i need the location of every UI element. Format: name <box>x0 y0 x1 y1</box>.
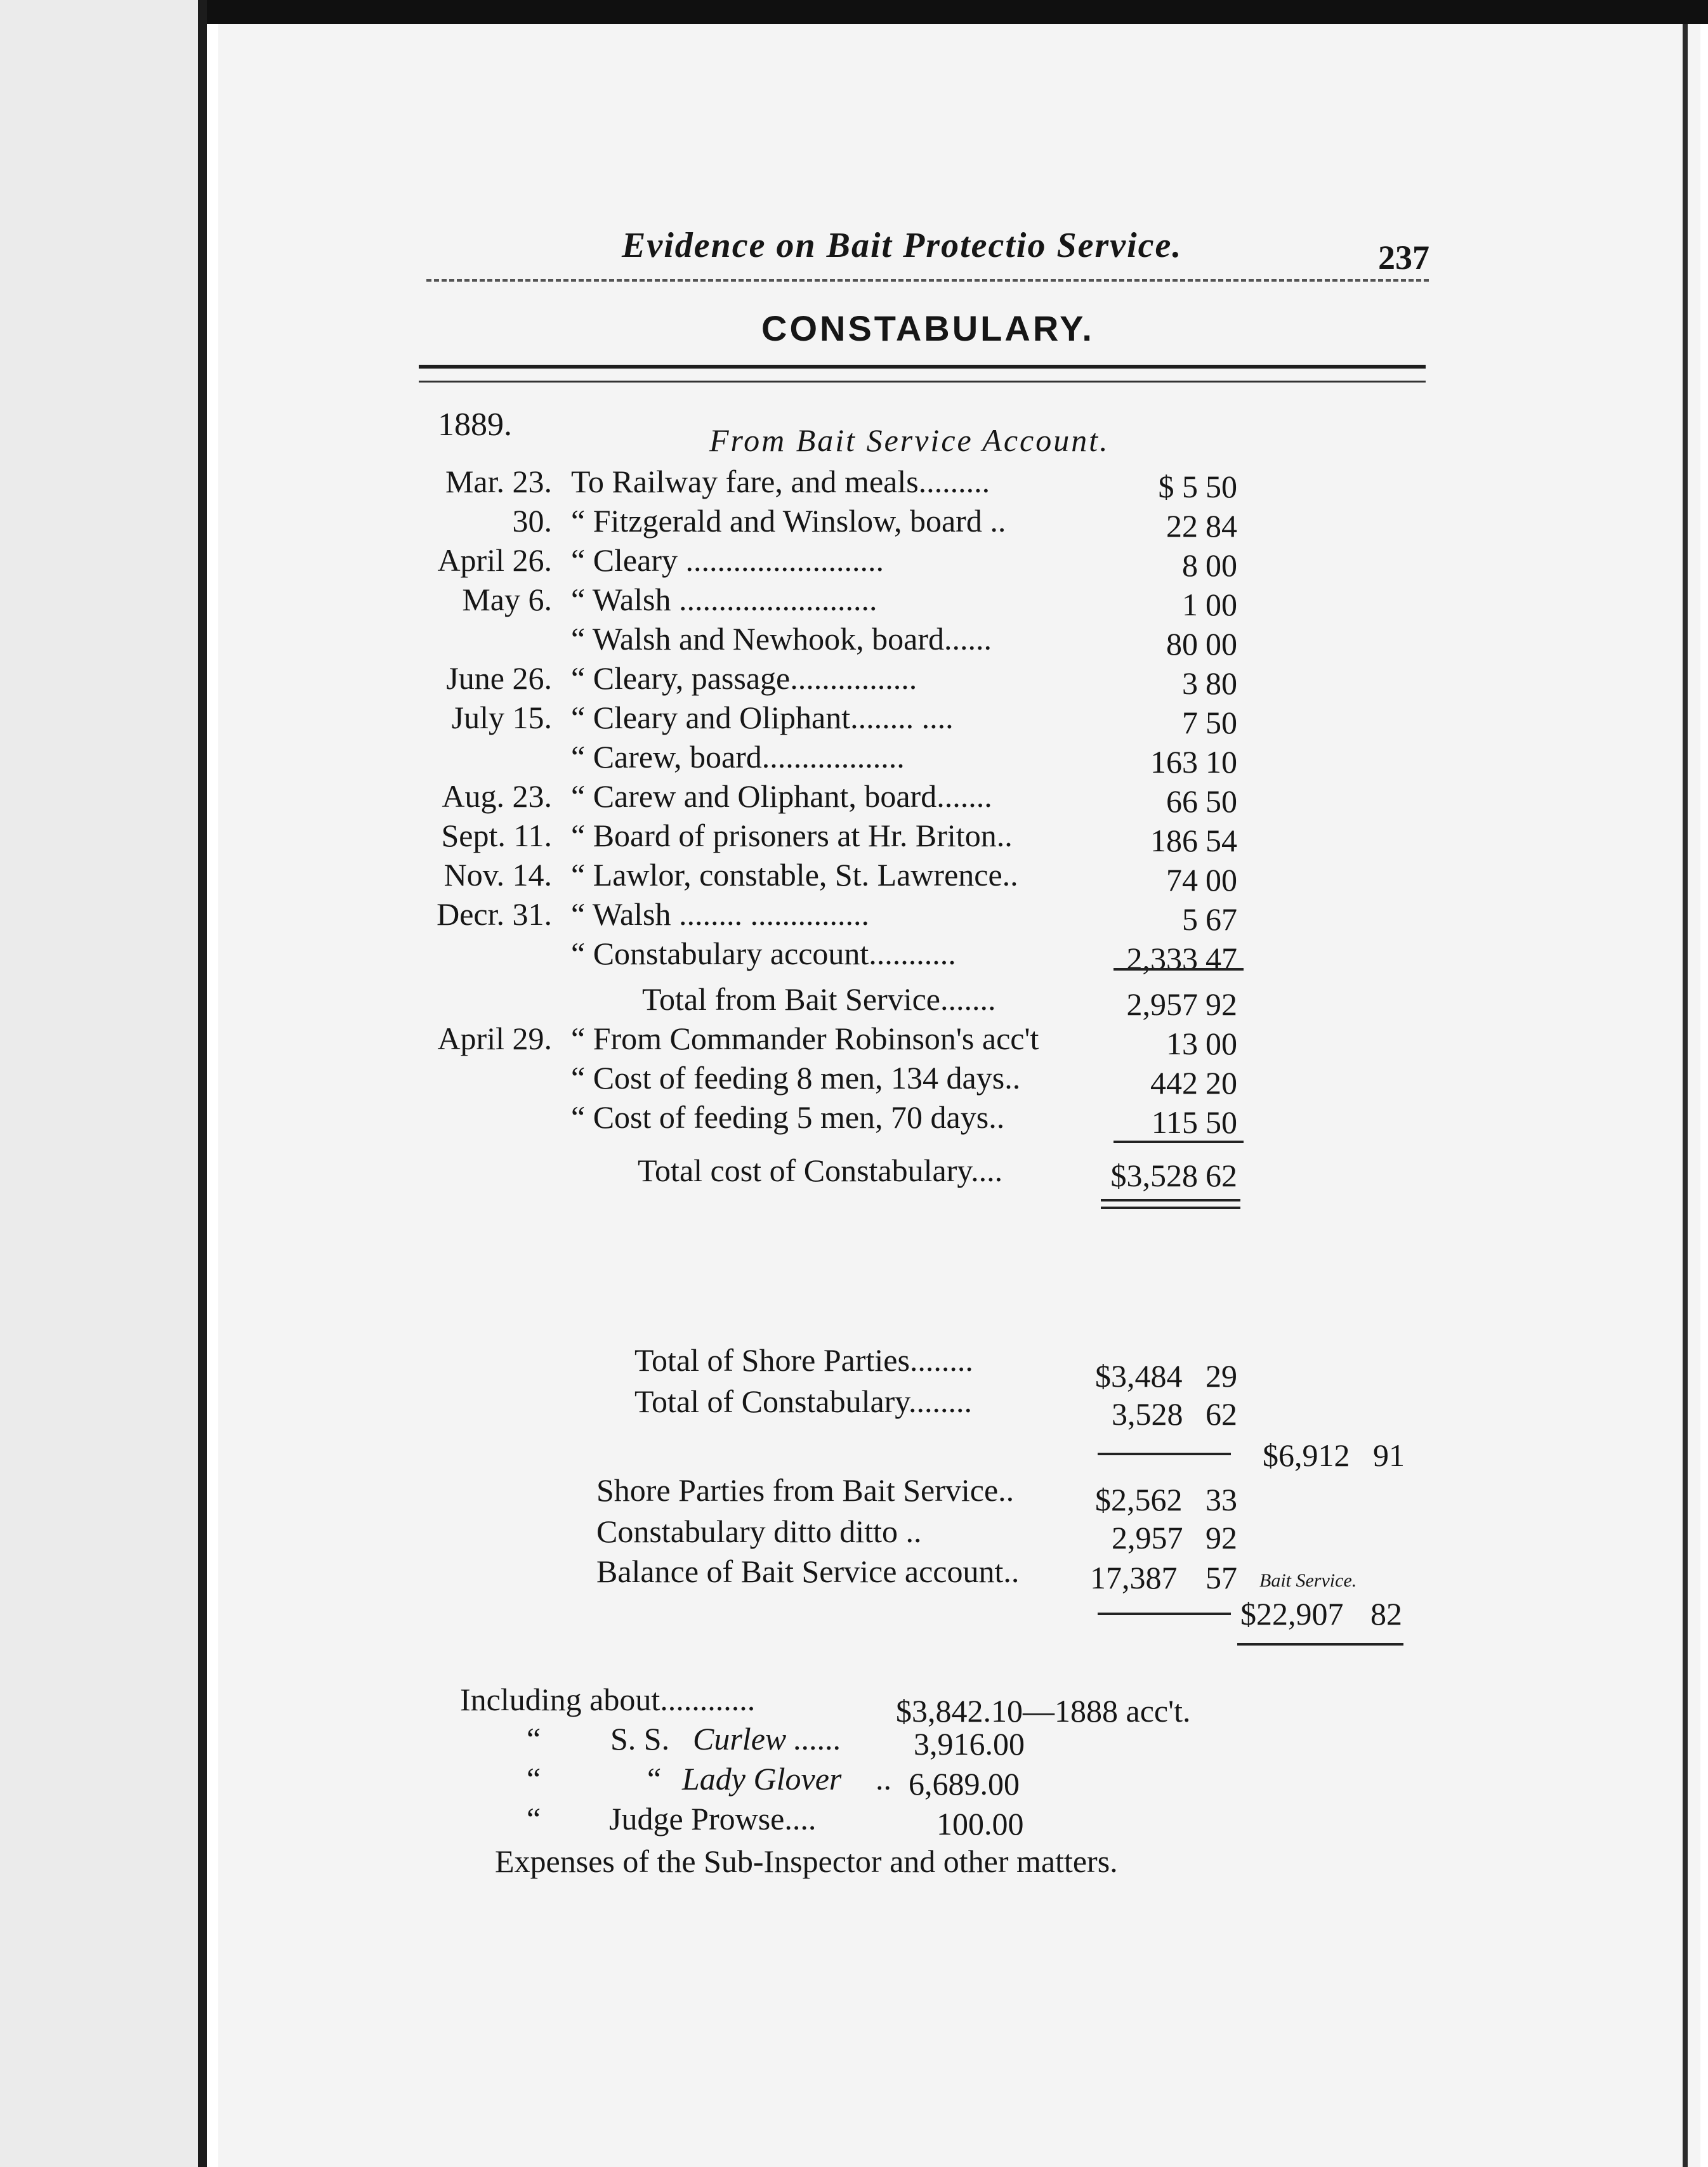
ledger-row <box>0 542 1332 581</box>
ledger-row <box>0 502 1332 542</box>
ledger-row <box>0 463 1332 502</box>
footnote-3-value: 6,689.00 <box>909 1766 1020 1802</box>
bait-constab-desc: Constabulary ditto ditto .. <box>596 1514 922 1549</box>
total-bait-desc: Total from Bait Service....... <box>642 981 996 1017</box>
entry-description: “ Carew and Oliphant, board....... <box>571 778 992 814</box>
ledger-row <box>0 1020 1332 1059</box>
entry-cents: 67 <box>1205 901 1237 937</box>
entry-dollars: 5 <box>1182 901 1198 937</box>
summary-shore-desc: Total of Shore Parties........ <box>634 1342 973 1378</box>
entry-dollars: $ 5 <box>1158 469 1198 504</box>
entry-dollars: 74 <box>1166 862 1198 898</box>
footnote-4-label: Judge Prowse.... <box>609 1801 817 1836</box>
ledger-row <box>0 699 1332 738</box>
bait-balance-dollars: 17,387 <box>1090 1560 1178 1595</box>
summary-constab-desc: Total of Constabulary........ <box>634 1384 973 1419</box>
header-rule <box>426 279 1429 282</box>
entry-cents: 54 <box>1205 823 1237 858</box>
ledger-row <box>0 778 1332 817</box>
entry-date: April 29. <box>437 1021 552 1056</box>
footnote-3-ship: Lady Glover <box>682 1761 842 1797</box>
entry-cents: 47 <box>1205 941 1237 976</box>
entry-description: “ Board of prisoners at Hr. Briton.. <box>571 818 1013 853</box>
entry-cents: 80 <box>1205 665 1237 701</box>
total-cost-rule <box>1113 1141 1244 1143</box>
ledger-row <box>0 1099 1332 1138</box>
bait-total-underline <box>1237 1643 1403 1646</box>
entry-date: Mar. 23. <box>445 464 552 499</box>
entry-cents: 50 <box>1205 783 1237 819</box>
entry-date: July 15. <box>451 700 552 735</box>
entry-cents: 00 <box>1205 547 1237 583</box>
total-bait-cents: 92 <box>1205 986 1237 1022</box>
entry-description: “ Cleary and Oliphant........ .... <box>571 700 954 735</box>
entry-date: Nov. 14. <box>443 857 552 893</box>
entry-dollars: 115 <box>1151 1104 1198 1140</box>
footnote-5-text: Expenses of the Sub-Inspector and other matters. <box>495 1843 1118 1879</box>
footnote-2-mark: “ <box>527 1721 541 1757</box>
entry-cents: 20 <box>1205 1065 1237 1101</box>
footnote-2-value: 3,916.00 <box>914 1726 1025 1762</box>
footnote-1-label: Including about............ <box>460 1682 756 1717</box>
bait-shore-cents: 33 <box>1205 1482 1237 1517</box>
entry-dollars: 22 <box>1166 508 1198 544</box>
total-bait-dollars: 2,957 <box>1126 986 1198 1022</box>
double-underline-top <box>1101 1199 1240 1201</box>
total-cost-cents: 62 <box>1205 1158 1237 1193</box>
entry-description: “ Constabulary account........... <box>571 936 956 971</box>
entry-dollars: 163 <box>1150 744 1198 780</box>
footnote-4-value: 100.00 <box>936 1806 1024 1842</box>
bait-total-dollars: $22,907 <box>1240 1596 1344 1632</box>
entry-dollars: 3 <box>1182 665 1198 701</box>
entry-cents: 10 <box>1205 744 1237 780</box>
grand-total-dollars: $6,912 <box>1263 1437 1350 1473</box>
scan-top-border <box>207 0 1708 24</box>
summary-rule-2 <box>1098 1613 1231 1615</box>
entry-description: “ Walsh ......................... <box>571 582 877 617</box>
bait-constab-dollars: 2,957 <box>1112 1520 1183 1555</box>
entry-date: June 26. <box>446 660 552 696</box>
section-rule-thick <box>419 365 1426 369</box>
footnote-4-mark: “ <box>527 1801 541 1836</box>
entry-description: “ Walsh ........ ............... <box>571 896 870 932</box>
entry-description: “ Carew, board.................. <box>571 739 905 775</box>
entry-description: “ From Commander Robinson's acc't <box>571 1021 1039 1056</box>
bait-constab-cents: 92 <box>1205 1520 1237 1555</box>
summary-constab-cents: 62 <box>1205 1396 1237 1432</box>
entry-dollars: 1 <box>1182 587 1198 622</box>
footnote-3-dots: .. <box>876 1761 891 1797</box>
entry-dollars: 442 <box>1150 1065 1198 1101</box>
entry-description: “ Cleary ......................... <box>571 542 884 578</box>
bait-balance-cents: 57 <box>1205 1560 1237 1595</box>
total-cost-dollars: $3,528 <box>1110 1158 1198 1193</box>
entry-description: “ Cleary, passage................ <box>571 660 917 696</box>
entry-dollars: 7 <box>1182 705 1198 740</box>
footnote-2-ship: Curlew <box>693 1721 787 1757</box>
entry-description: “ Walsh and Newhook, board...... <box>571 621 992 657</box>
entry-description: To Railway fare, and meals......... <box>571 464 990 499</box>
footnote-2-dots: ...... <box>793 1721 841 1757</box>
summary-shore-dollars: $3,484 <box>1095 1358 1183 1394</box>
ledger-row <box>0 896 1332 935</box>
ledger-row <box>0 738 1332 778</box>
entry-description: “ Fitzgerald and Winslow, board .. <box>571 503 1006 539</box>
entry-cents: 50 <box>1205 469 1237 504</box>
page-number: 237 <box>1378 239 1429 277</box>
entry-cents: 00 <box>1205 587 1237 622</box>
entry-cents: 50 <box>1205 705 1237 740</box>
entry-date: April 26. <box>437 542 552 578</box>
ledger-row <box>0 817 1332 856</box>
ledger-row <box>0 620 1332 660</box>
entry-dollars: 8 <box>1182 547 1198 583</box>
bait-total-cents: 82 <box>1370 1596 1402 1632</box>
entry-dollars: 186 <box>1150 823 1198 858</box>
entry-cents: 00 <box>1205 626 1237 662</box>
entry-cents: 00 <box>1205 1026 1237 1061</box>
entry-dollars: 66 <box>1166 783 1198 819</box>
subtotal-rule <box>1113 968 1244 971</box>
entry-date: Sept. 11. <box>441 818 552 853</box>
entry-cents: 50 <box>1205 1104 1237 1140</box>
ledger-row <box>0 581 1332 620</box>
entry-date: Aug. 23. <box>442 778 552 814</box>
ledger-row <box>0 660 1332 699</box>
entry-dollars: 80 <box>1166 626 1198 662</box>
footnote-3-mark: “ <box>527 1761 541 1797</box>
entry-date: May 6. <box>462 582 552 617</box>
summary-constab-dollars: 3,528 <box>1112 1396 1183 1432</box>
summary-shore-cents: 29 <box>1205 1358 1237 1394</box>
double-underline-bottom <box>1101 1207 1240 1209</box>
entry-date: 30. <box>512 503 552 539</box>
entry-cents: 84 <box>1205 508 1237 544</box>
entry-description: “ Lawlor, constable, St. Lawrence.. <box>571 857 1018 893</box>
running-title: Evidence on Bait Protectio Service. <box>622 226 1183 265</box>
section-title: CONSTABULARY. <box>761 308 1094 348</box>
total-cost-desc: Total cost of Constabulary.... <box>638 1153 1003 1188</box>
account-heading: From Bait Service Account. <box>709 422 1110 458</box>
bait-shore-desc: Shore Parties from Bait Service.. <box>596 1472 1015 1508</box>
entry-date: Decr. 31. <box>437 896 552 932</box>
ledger-row <box>0 1059 1332 1099</box>
footnote-2-label: S. S. <box>610 1721 670 1757</box>
ledger-row <box>0 856 1332 896</box>
section-rule-thin <box>419 381 1426 383</box>
bait-balance-desc: Balance of Bait Service account.. <box>596 1554 1020 1589</box>
grand-total-cents: 91 <box>1373 1437 1405 1473</box>
entry-cents: 00 <box>1205 862 1237 898</box>
entry-description: “ Cost of feeding 5 men, 70 days.. <box>571 1099 1005 1135</box>
account-year: 1889. <box>438 407 512 443</box>
footnote-1-value: $3,842.10—1888 acc't. <box>896 1693 1191 1729</box>
footnote-3-mark2: “ <box>647 1761 662 1797</box>
page-right-edge <box>1683 24 1688 2167</box>
bait-service-label: Bait Service. <box>1259 1570 1357 1591</box>
entry-dollars: 2,333 <box>1126 941 1198 976</box>
bait-shore-dollars: $2,562 <box>1095 1482 1183 1517</box>
summary-rule-1 <box>1098 1453 1231 1455</box>
entry-dollars: 13 <box>1166 1026 1198 1061</box>
entry-description: “ Cost of feeding 8 men, 134 days.. <box>571 1060 1021 1096</box>
